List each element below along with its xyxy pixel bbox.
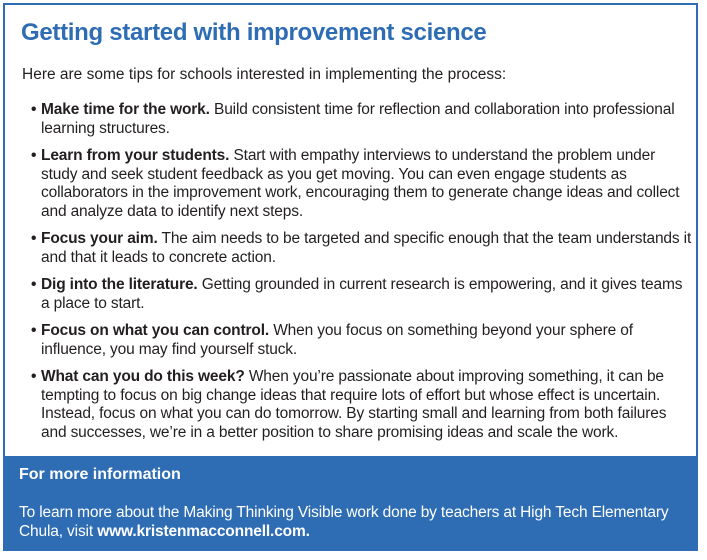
tip-body: Build consistent time for reflection and collaboration into professional learning structures. — [41, 101, 675, 137]
bullet-icon: • — [31, 101, 37, 118]
more-info-footer — [5, 456, 696, 549]
bullet-icon: • — [31, 147, 37, 164]
tip-body: The aim needs to be targeted and specific enough that the team understands it and that it leads to concrete action. — [41, 230, 692, 266]
tip-heading: Make time for the work. — [41, 101, 210, 118]
bullet-icon: • — [31, 276, 37, 293]
footer-text — [19, 504, 679, 541]
list-item — [31, 276, 693, 313]
list-item — [31, 230, 693, 267]
list-item — [31, 147, 693, 221]
tips-list — [31, 101, 693, 451]
bullet-icon: • — [31, 322, 37, 339]
list-item — [31, 101, 693, 138]
sidebar-box — [3, 3, 698, 551]
sidebar-title: Getting started with improvement science — [21, 19, 487, 46]
tip-body: When you focus on something beyond your sphere of influence, you may find yourself stuck. — [41, 322, 633, 358]
list-item — [31, 368, 693, 442]
tip-heading: Learn from your students. — [41, 147, 230, 164]
website-link[interactable]: www.kristenmacconnell.com. — [97, 522, 310, 540]
tip-heading: What can you do this week? — [41, 368, 245, 385]
tip-body: When you’re passionate about improving something, it can be tempting to focus on big change ideas that require lots of effort but whose effect is uncertain. Instead, focus on what you can do tomorrow. By starting small and learning from both failures and successes, we’re in a better position to share promising ideas and scale the work. — [41, 368, 667, 441]
tip-heading: Focus your aim. — [41, 230, 158, 247]
bullet-icon: • — [31, 230, 37, 247]
footer-body: To learn more about the Making Thinking Visible work done by teachers at High Tech Elementary Chula, visit — [19, 504, 669, 540]
tip-body: Getting grounded in current research is empowering, and it gives teams a place to start. — [41, 276, 683, 312]
tip-heading: Dig into the literature. — [41, 276, 198, 293]
footer-title: For more information — [19, 466, 181, 483]
tip-heading: Focus on what you can control. — [41, 322, 270, 339]
list-item — [31, 322, 693, 359]
intro-text: Here are some tips for schools interested in implementing the process: — [22, 66, 507, 83]
tip-body: Start with empathy interviews to understand the problem under study and seek student feedback as you get moving. You can even engage students as collaborators in the improvement work, encouraging them to generate change ideas and collect and analyze data to identify next steps. — [41, 147, 680, 220]
bullet-icon: • — [31, 368, 37, 385]
